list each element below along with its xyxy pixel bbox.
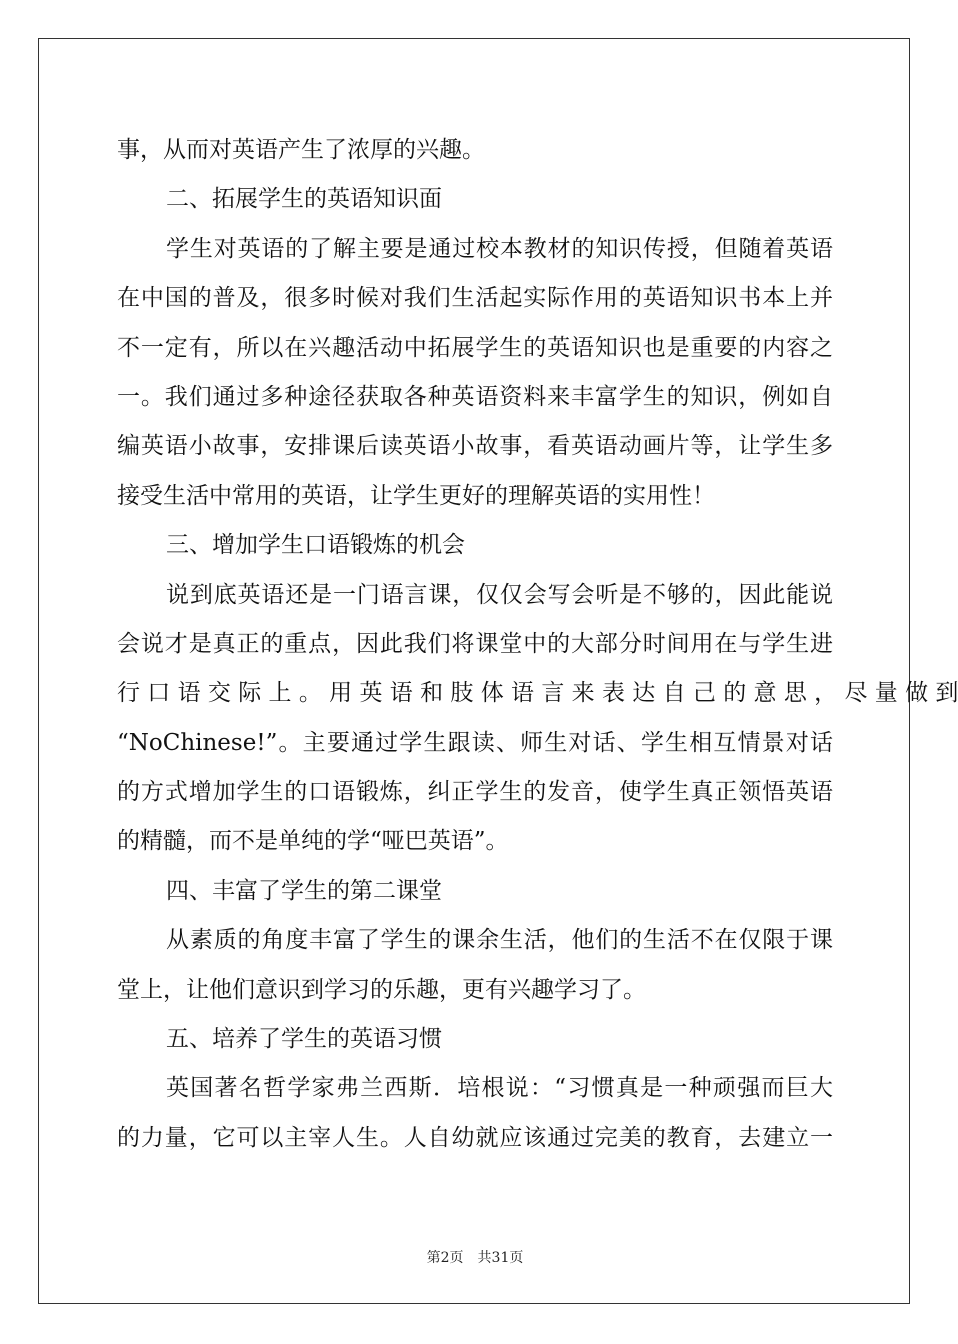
text-line: 三、增加学生口语锻炼的机会 — [166, 532, 465, 559]
text-line: 编英语小故事，安排课后读英语小故事，看英语动画片等，让学生多 — [117, 433, 833, 460]
text-line: 行 口 语 交 际 上 。 用 英 语 和 肢 体 语 言 来 表 达 自 己 的 意 思 ， 尽 量 做 到 — [117, 680, 958, 707]
text-line: 堂上，让他们意识到学习的乐趣，更有兴趣学习了。 — [117, 976, 646, 1003]
text-line: 的力量，它可以主宰人生。人自幼就应该通过完美的教育，去建立一 — [117, 1124, 833, 1151]
text-line: 的方式增加学生的口语锻炼，纠正学生的发音，使学生真正领悟英语 — [117, 779, 833, 806]
text-line: 从素质的角度丰富了学生的课余生活，他们的生活不在仅限于课 — [166, 927, 833, 954]
text-line: 事，从而对英语产生了浓厚的兴趣。 — [117, 137, 485, 163]
text-line: 接受生活中常用的英语，让学生更好的理解英语的实用性！ — [117, 482, 715, 509]
text-line: 的精髓，而不是单纯的学“哑巴英语”。 — [117, 828, 509, 855]
document-body — [117, 126, 958, 1163]
text-line: “NoChinese!”。主要通过学生跟读、师生对话、学生相互情景对话 — [117, 729, 833, 756]
page-footer — [0, 1247, 950, 1267]
text-line: 一。我们通过多种途径获取各种英语资料来丰富学生的知识，例如自 — [117, 383, 833, 410]
text-line: 说到底英语还是一门语言课，仅仅会写会听是不够的，因此能说 — [166, 581, 833, 608]
text-line: 在中国的普及，很多时候对我们生活起实际作用的英语知识书本上并 — [117, 285, 833, 312]
text-line: 学生对英语的了解主要是通过校本教材的知识传授，但随着英语 — [166, 235, 833, 262]
text-line: 二、拓展学生的英语知识面 — [166, 186, 442, 213]
page-total: 共31页 — [477, 1250, 524, 1266]
text-line: 五、培养了学生的英语习惯 — [166, 1026, 442, 1053]
page-number: 第2页 — [426, 1250, 464, 1266]
text-line: 英国著名哲学家弗兰西斯．培根说：“习惯真是一种顽强而巨大 — [166, 1075, 833, 1102]
text-line: 不一定有，所以在兴趣活动中拓展学生的英语知识也是重要的内容之 — [117, 334, 833, 361]
text-line: 会说才是真正的重点，因此我们将课堂中的大部分时间用在与学生进 — [117, 630, 833, 657]
text-line: 四、丰富了学生的第二课堂 — [166, 877, 442, 904]
